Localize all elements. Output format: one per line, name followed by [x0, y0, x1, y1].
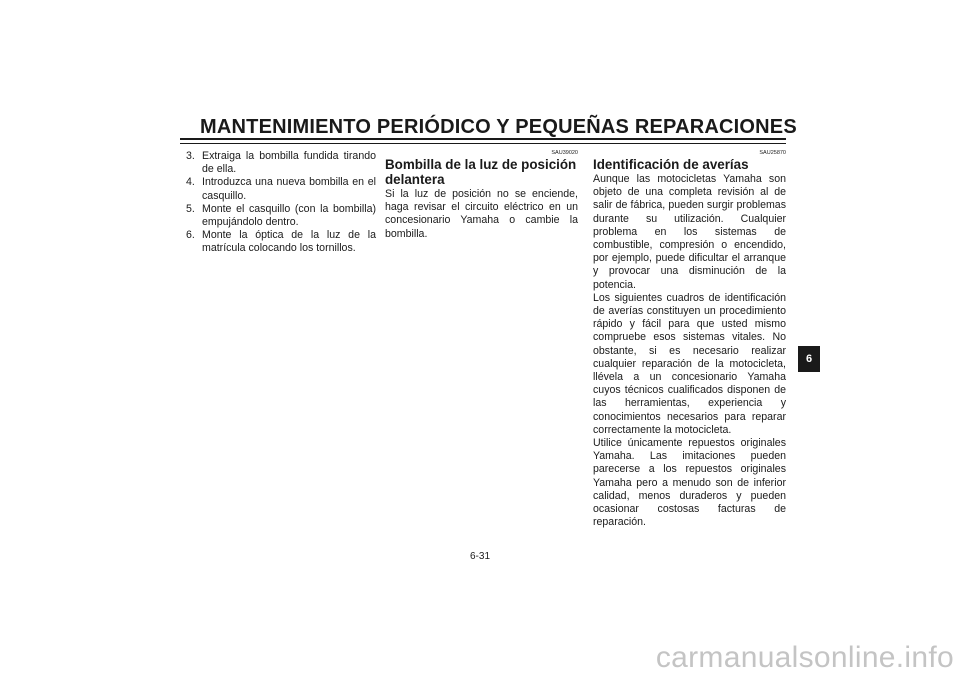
section-body: Si la luz de posición no se enciende, haga revisar el circuito eléctrico en un concesionario Yamaha o cambie la bombilla.: [385, 188, 578, 240]
paragraph: Utilice únicamente repuestos originales Yamaha. Las imitaciones pueden parecerse a los repuestos originales Yamaha pero a menudo son de inferior calidad, menos duraderos y pueden ocasionar costosas facturas de reparación.: [593, 437, 786, 529]
step-text: Monte el casquillo (con la bombilla) empujándolo dentro.: [202, 202, 376, 229]
header-rule-thin: [180, 143, 786, 144]
paragraph: Los siguientes cuadros de identificación de averías constituyen un procedimiento rápido y fácil para que usted mismo compruebe esos sistemas vitales. No obstante, si es necesario realizar cualquier reparación de la motocicleta, llévela a un concesionario Yamaha cuyos técnicos cualificados disponen de las herramientas, experiencia y conocimientos necesarios para reparar correctamente la motocicleta.: [593, 291, 786, 436]
list-item: [186, 176, 376, 202]
section-code: SAU39020: [551, 150, 578, 156]
list-item: [186, 150, 376, 176]
page-number: 6-31: [469, 551, 490, 562]
column-steps: [186, 150, 376, 256]
step-number: 3.: [186, 150, 195, 162]
column-position-light: [385, 150, 578, 241]
paragraph: Aunque las motocicletas Yamaha son objeto de una completa revisión al de salir de fábrica, pueden surgir problemas durante su utilización. Cualquier problema en los sistemas de combustible, compresión o encendido, por ejemplo, puede dificultar el arranque y provocar una disminución de la potencia.: [593, 173, 786, 291]
step-number: 5.: [186, 202, 195, 215]
list-item: [186, 203, 376, 229]
step-number: 6.: [186, 229, 195, 242]
page-title: MANTENIMIENTO PERIÓDICO Y PEQUEÑAS REPARACIONES: [200, 116, 797, 138]
step-text: Monte la óptica de la luz de la matrícula colocando los tornillos.: [202, 229, 376, 255]
column-troubleshooting: [593, 150, 786, 529]
watermark: carmanualsonline.info: [655, 641, 954, 674]
section-heading: Identificación de averías: [593, 157, 749, 172]
list-item: [186, 229, 376, 255]
header-rule-thick: [180, 138, 786, 140]
section-heading: Bombilla de la luz de posición delantera: [385, 157, 577, 187]
step-text: Extraiga la bombilla fundida tirando de ella.: [202, 150, 376, 176]
chapter-tab: 6: [798, 346, 820, 372]
section-code: SAU25870: [759, 150, 786, 156]
step-number: 4.: [186, 176, 195, 189]
step-text: Introduzca una nueva bombilla en el casquillo.: [202, 176, 376, 202]
step-list: [186, 150, 376, 256]
